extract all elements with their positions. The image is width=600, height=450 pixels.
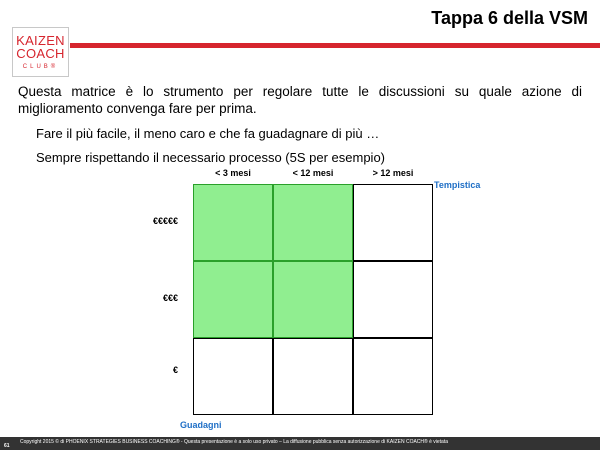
header-red-bar	[70, 43, 600, 48]
matrix-cell-r2-c3	[353, 261, 433, 338]
matrix-cell-r2-c2	[273, 261, 353, 338]
column-label-2: < 12 mesi	[292, 168, 334, 178]
footer-copyright: Copyright 2015 © di PHOENIX STRATEGIES BUSINESS COACHING® - Questa presentazione è a solo uso privato – La diffusione pubblica senza autorizzazione di KAIZEN COACH® è vietata	[20, 439, 449, 445]
logo-line-3: CLUB®	[22, 64, 59, 70]
kaizen-coach-logo	[12, 27, 69, 77]
matrix-cell-r1-c1	[193, 184, 273, 261]
priority-matrix	[193, 184, 433, 415]
matrix-cell-r3-c2	[273, 338, 353, 415]
row-label-2: €€€	[162, 293, 178, 303]
matrix-cell-r1-c3	[353, 184, 433, 261]
column-label-1: < 3 mesi	[215, 168, 251, 178]
x-axis-label: Tempistica	[434, 180, 481, 190]
bullet-1: Fare il più facile, il meno caro e che fa guadagnare di più …	[36, 126, 380, 141]
matrix-cell-r1-c2	[273, 184, 353, 261]
matrix-cell-r2-c1	[193, 261, 273, 338]
slide-title: Tappa 6 della VSM	[431, 8, 588, 28]
page-number: 61	[4, 443, 10, 449]
y-axis-label: Guadagni	[180, 420, 222, 430]
row-label-3: €	[172, 365, 178, 375]
matrix-cell-r3-c3	[353, 338, 433, 415]
footer-bar	[0, 437, 600, 450]
matrix-cell-r3-c1	[193, 338, 273, 415]
logo-line-1: KAIZEN	[16, 33, 65, 48]
logo-line-2: COACH	[16, 46, 65, 61]
bullet-2: Sempre rispettando il necessario processo (5S per esempio)	[36, 150, 386, 165]
row-label-1: €€€€€	[152, 216, 178, 226]
intro-paragraph: Questa matrice è lo strumento per regolare tutte le discussioni su quale azione di miglioramento convenga fare per prima.	[18, 84, 582, 116]
column-label-3: > 12 mesi	[372, 168, 414, 178]
